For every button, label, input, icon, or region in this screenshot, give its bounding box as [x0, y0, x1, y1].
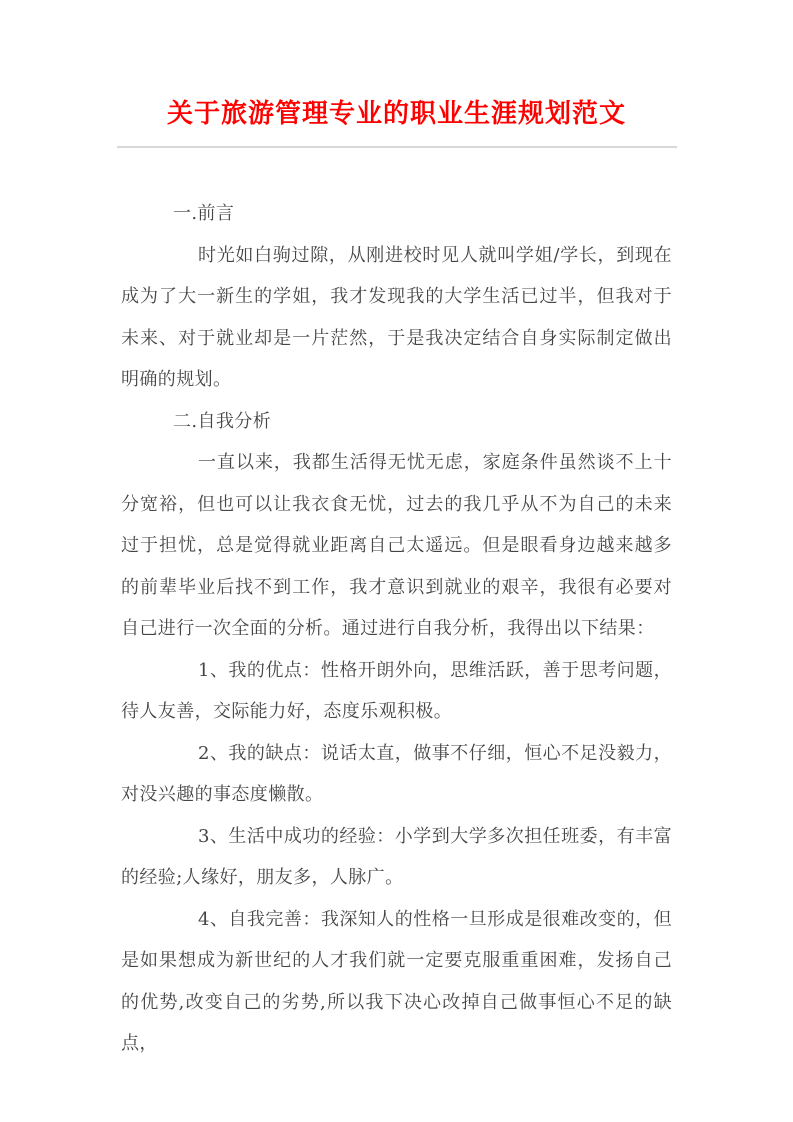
paragraph: 时光如白驹过隙，从刚进校时见人就叫学姐/学长，到现在成为了大一新生的学姐，我才发现我的大学生活已过半，但我对于未来、对于就业却是一片茫然，于是我决定结合自身实际制定做出明确的规划。: [121, 244, 672, 390]
document-header: [0, 0, 793, 148]
paragraph: 3、生活中成功的经验：小学到大学多次担任班委，有丰富的经验;人缘好，朋友多，人脉广。: [121, 825, 672, 888]
paragraph: 1、我的优点：性格开朗外向，思维活跃，善于思考问题，待人友善，交际能力好，态度乐观积极。: [121, 659, 672, 722]
document-body: [121, 148, 672, 1065]
section-heading: 一.前言: [173, 203, 235, 224]
paragraph: 4、自我完善：我深知人的性格一旦形成是很难改变的，但是如果想成为新世纪的人才我们就一定要克服重重困难，发扬自己的优势,改变自己的劣势,所以我下决心改掉自己做事恒心不足的缺点，: [121, 908, 672, 1054]
paragraph: 一直以来，我都生活得无忧无虑，家庭条件虽然谈不上十分宽裕，但也可以让我衣食无忧，过去的我几乎从不为自己的未来过于担忧，总是觉得就业距离自己太遥远。但是眼看身边越来越多的前辈毕业后找不到工作，我才意识到就业的艰辛，我很有必要对自己进行一次全面的分析。通过进行自我分析，我得出以下结果：: [121, 452, 672, 639]
section-heading: 二.自我分析: [173, 410, 272, 432]
paragraph: 2、我的缺点：说话太直，做事不仔细，恒心不足没毅力，对没兴趣的事态度懒散。: [121, 742, 672, 805]
page-title: 关于旅游管理专业的职业生涯规划范文: [166, 99, 626, 129]
